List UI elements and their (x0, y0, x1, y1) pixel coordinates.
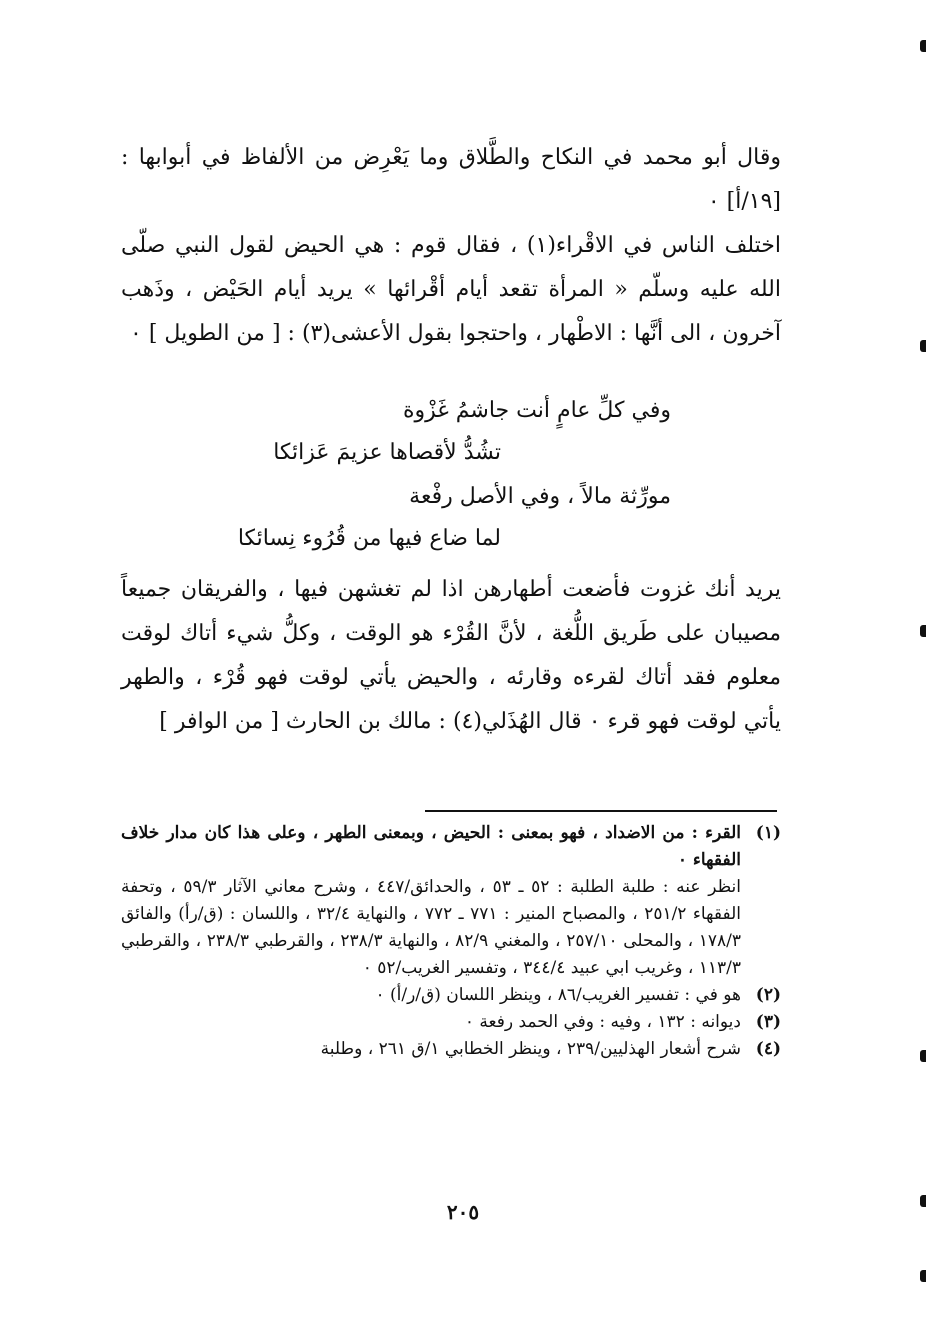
footnote-text: ديوانه : ١٣٢ ، وفيه : وفي الحمد رفعة ٠ (464, 1012, 741, 1032)
verse-line-1a: وفي كلِّ عامٍ أنت جاشمُ غَزْوة (402, 398, 671, 423)
footnotes (121, 820, 781, 1063)
verse-line-1b: تشُدُّ لأقصاها عزيمَ عَزائكا (273, 440, 501, 465)
footnote-number: (٤) (755, 1039, 781, 1059)
first-paragraph: اختلف الناس في الاقْراء(١) ، فقال قوم : هي الحيض لقول النبي صلّى الله عليه وسلّم « المرأة تقعد أيام أقْرائها » يريد أيام الحَيْض ، وذَهب آخرون ، الى أنَّها : الاطْهار ، واحتجوا بقول الأعشى(٣) : [ من الطويل ] ٠ (121, 233, 782, 346)
scan-edge-mark (920, 625, 926, 637)
verse-line-2b: لما ضاع فيها من قُرُوء نِسائكا (237, 526, 501, 551)
footnote-text: انظر عنه : طلبة الطلبة : ٥٢ ـ ٥٣ ، والحدائق/٤٤٧ ، وشرح معاني الآثار ٥٩/٣ ، وتحفة الفقهاء ٢٥١/٢ ، والمصباح المنير : ٧٧١ ـ ٧٧٢ ، والنهاية ٣٢/٤ ، واللسان : (ق/رأ) والفائق ١٧٨/٣ ، والمحلى ٢٥٧/١٠ ، والمغني ٨٢/٩ ، والنهاية ٢٣٨/٣ ، والقرطبي ٢٣٨/٣ ، والقرطبي ١١٣/٣ ، وغريب ابي عبيد ٣٤٤/٤ ، وتفسير الغريب/٥٢ ٠ (121, 877, 741, 978)
footnote-text: شرح أشعار الهذليين/٢٣٩ ، وينظر الخطابي ١/ق ٢٦١ ، وطلبة (320, 1039, 741, 1059)
main-text-block (121, 136, 781, 356)
footnote-body (121, 820, 741, 982)
scan-edge-mark (920, 1050, 926, 1062)
footnote-item (121, 982, 781, 1009)
footnote-item (121, 1036, 781, 1063)
second-text-block (121, 568, 781, 744)
footnote-text: هو في : تفسير الغريب/٨٦ ، وينظر اللسان (ق/ر/أ) ٠ (375, 985, 741, 1005)
footnote-number: (٣) (755, 1012, 781, 1032)
scan-edge-mark (920, 340, 926, 352)
footnote-item (121, 1009, 781, 1036)
page-number: ٢٠٥ (446, 1200, 480, 1224)
footnote-number: (٢) (755, 985, 781, 1005)
intro-paragraph: وقال أبو محمد في النكاح والطَّلاق وما يَعْرِض من الألفاظ في أبوابها : [١٩/أ] ٠ (121, 145, 781, 214)
scan-edge-mark (920, 1195, 926, 1207)
footnote-number: (١) (755, 823, 781, 843)
footnote-separator (425, 810, 777, 812)
scan-edge-mark (920, 1270, 926, 1282)
second-paragraph: يريد أنك غزوت فأضعت أطهارهن اذا لم تغشهن فيها ، والفريقان جميعاً مصيبان على طَريق اللُّغة ، لأنَّ القُرْء هو الوقت ، وكلُّ شيء أتاك لوقت معلوم فقد أتاك لقرءه وقارئه ، والحيض يأتي لوقت فهو قُرْء ، والطهر يأتي لوقت فهو قرء ٠ قال الهُذَلي(٤) : مالك بن الحارث [ من الوافر ] (121, 577, 781, 734)
verse-line-2a: مورِّثة مالاً ، وفي الأصل رفْعة (409, 484, 671, 509)
scan-edge-mark (920, 40, 926, 52)
footnote-item (121, 820, 781, 982)
footnote-heading: القرء : من الاضداد ، فهو بمعنى : الحيض ، وبمعنى الطهر ، وعلى هذا كان مدار خلاف الفقهاء ٠ (121, 823, 741, 870)
